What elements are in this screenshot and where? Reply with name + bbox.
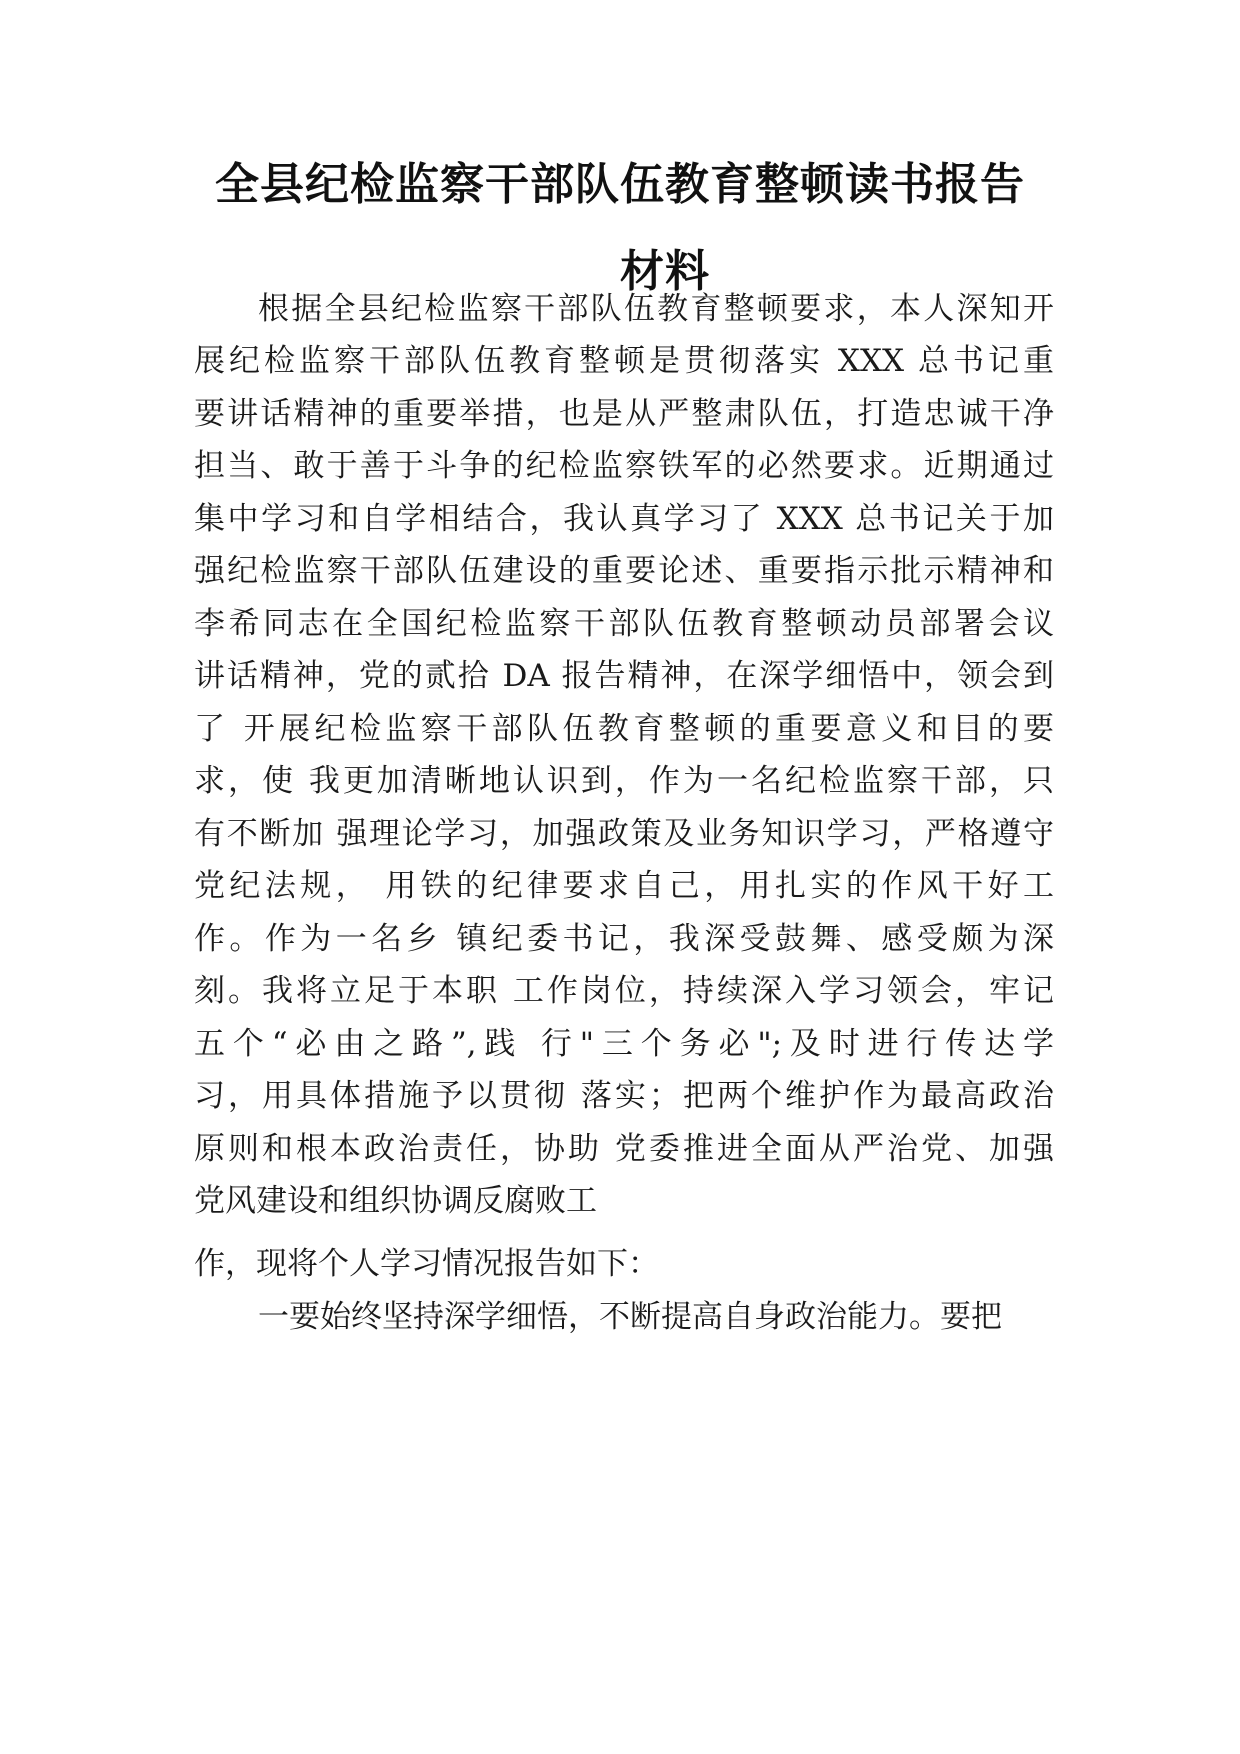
document-title-line-2: 材料 bbox=[620, 246, 710, 297]
paragraph-1-line-15: 五个“必由之路”,践 行"三个务必";及时进行传达学 bbox=[194, 1026, 1054, 1062]
document-title-line-1: 全县纪检监察干部队伍教育整顿读书报告 bbox=[215, 159, 1025, 210]
paragraph-1-line-10: 求，使 我更加清晰地认识到，作为一名纪检监察干部，只 bbox=[194, 763, 1054, 799]
paragraph-1-line-6: 强纪检监察干部队伍建设的重要论述、重要指示批示精神和 bbox=[194, 553, 1054, 589]
paragraph-1-line-4: 担当、敢于善于斗争的纪检监察铁军的必然要求。近期通过 bbox=[194, 448, 1054, 484]
paragraph-1-line-2: 展纪检监察干部队伍教育整顿是贯彻落实 XXX 总书记重 bbox=[194, 343, 1054, 379]
paragraph-1-line-5: 集中学习和自学相结合，我认真学习了 XXX 总书记关于加 bbox=[194, 501, 1054, 537]
paragraph-1-line-9: 了 开展纪检监察干部队伍教育整顿的重要意义和目的要 bbox=[194, 711, 1054, 747]
paragraph-1-line-7: 李希同志在全国纪检监察干部队伍教育整顿动员部署会议 bbox=[194, 606, 1054, 642]
paragraph-3-line-1: 一要始终坚持深学细悟，不断提高自身政治能力。要把 bbox=[258, 1299, 1002, 1335]
paragraph-1-line-12: 党纪法规， 用铁的纪律要求自己，用扎实的作风干好工 bbox=[194, 868, 1054, 904]
paragraph-1-line-14: 刻。我将立足于本职 工作岗位，持续深入学习领会，牢记 bbox=[194, 973, 1054, 1009]
paragraph-1-line-1: 根据全县纪检监察干部队伍教育整顿要求，本人深知开 bbox=[258, 291, 1054, 327]
paragraph-1-line-11: 有不断加 强理论学习，加强政策及业务知识学习，严格遵守 bbox=[194, 816, 1054, 852]
paragraph-1-line-8: 讲话精神，党的贰拾 DA 报告精神，在深学细悟中，领会到 bbox=[194, 658, 1054, 694]
paragraph-1-line-13: 作。作为一名乡 镇纪委书记，我深受鼓舞、感受颇为深 bbox=[194, 921, 1054, 957]
paragraph-1-line-18: 党风建设和组织协调反腐败工 bbox=[194, 1183, 597, 1219]
paragraph-1-line-3: 要讲话精神的重要举措，也是从严整肃队伍，打造忠诚干净 bbox=[194, 396, 1054, 432]
paragraph-1-line-16: 习，用具体措施予以贯彻 落实；把两个维护作为最高政治 bbox=[194, 1078, 1054, 1114]
paragraph-1-line-17: 原则和根本政治责任，协助 党委推进全面从严治党、加强 bbox=[194, 1131, 1054, 1167]
paragraph-2-line-1: 作，现将个人学习情况报告如下： bbox=[194, 1246, 659, 1282]
